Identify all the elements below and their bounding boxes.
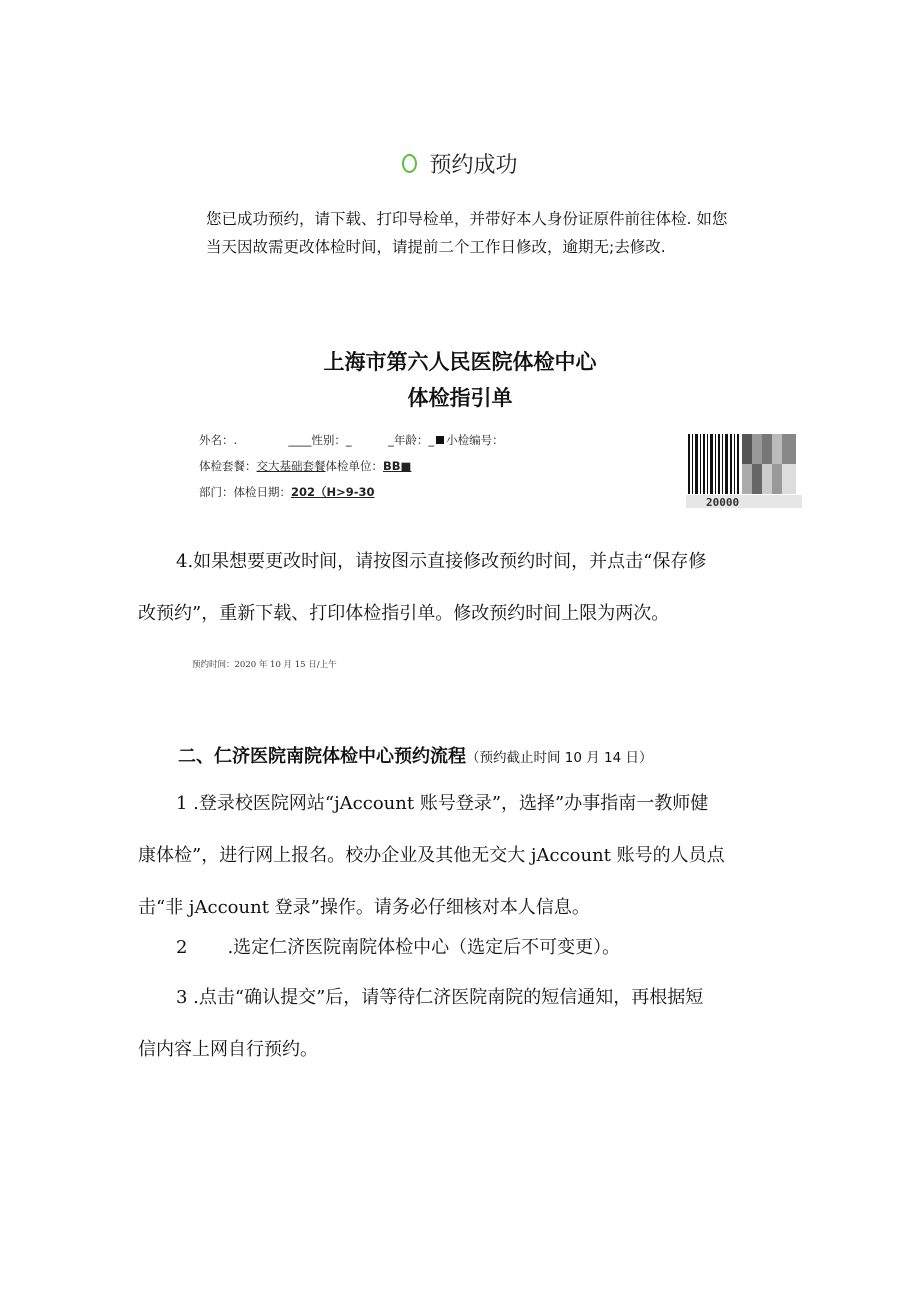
step-4-paragraph — [138, 536, 788, 640]
step-2-text: .选定仁济医院南院体检中心（选定后不可变更）。 — [227, 937, 621, 958]
success-notice — [206, 205, 791, 261]
unit-label: 体检单位： — [325, 459, 383, 473]
section-2-deadline-note: （预约截止时间 10 月 14 日） — [466, 750, 653, 766]
step-3-line-2: 信内容上网自行预约。 — [138, 1039, 318, 1060]
package-value: 交大基础套餐 — [256, 459, 326, 473]
notice-line-2: 当天因故需更改体检时间，请提前二个工作日修改，逾期无;去修改. — [206, 238, 666, 256]
guide-row-package — [199, 458, 411, 474]
success-title: 预约成功 — [429, 153, 518, 178]
section-2-title: 二、仁济医院南院体检中心预约流程 — [178, 746, 466, 767]
guide-subtitle: 体检指引单 — [407, 386, 513, 410]
barcode-number: 20000 — [706, 496, 740, 508]
unit-value: BB■ — [383, 459, 412, 473]
step-1-line-2: 康体检”，进行网上报名。校办企业及其他无交大 jAccount 账号的人员点 — [138, 845, 725, 866]
step-4-line-1: 4.如果想要更改时间，请按图示直接修改预约时间，并点击“保存修 — [176, 551, 707, 572]
guide-exam-number-label: 小检编号： — [446, 433, 504, 447]
filled-square-icon — [436, 436, 444, 444]
step-4-line-2: 改预约”，重新下载、打印体检指引单。修改预约时间上限为两次。 — [138, 603, 670, 624]
success-heading — [0, 148, 920, 179]
date-label: 部门：体检日期： — [199, 485, 291, 499]
appointment-time: 预约时间：2020 年 10 月 15 日/上午 — [192, 660, 337, 670]
section-2-step-1 — [138, 778, 788, 934]
step-2-number: 2 — [176, 937, 188, 958]
guide-title: 上海市第六人民医院体检中心 — [323, 350, 597, 374]
section-2-heading — [178, 742, 653, 768]
package-label: 体检套餐： — [199, 459, 257, 473]
section-2-step-2 — [138, 922, 788, 974]
step-1-line-3: 击“非 jAccount 登录”操作。请务必仔细核对本人信息。 — [138, 897, 590, 918]
barcode-image — [686, 432, 802, 508]
success-circle-icon — [402, 154, 417, 173]
section-2-step-3 — [138, 972, 788, 1076]
step-1-line-1: 1 .登录校医院网站“jAccount 账号登录”，选择”办事指南一教师健 — [176, 793, 709, 814]
step-3-line-1: 3 .点击“确认提交”后，请等待仁济医院南院的短信通知，再根据短 — [176, 987, 704, 1008]
guide-row-name-fields: 外名：. ____性别：_ _年龄：_ — [199, 433, 435, 447]
guide-row-name — [199, 432, 504, 448]
notice-line-1: 您已成功预约，请下载、打印导检单，并带好本人身份证原件前往体检. 如您 — [206, 210, 728, 228]
date-value: 202（H>9-30 — [291, 485, 375, 499]
guide-row-date — [199, 484, 375, 500]
